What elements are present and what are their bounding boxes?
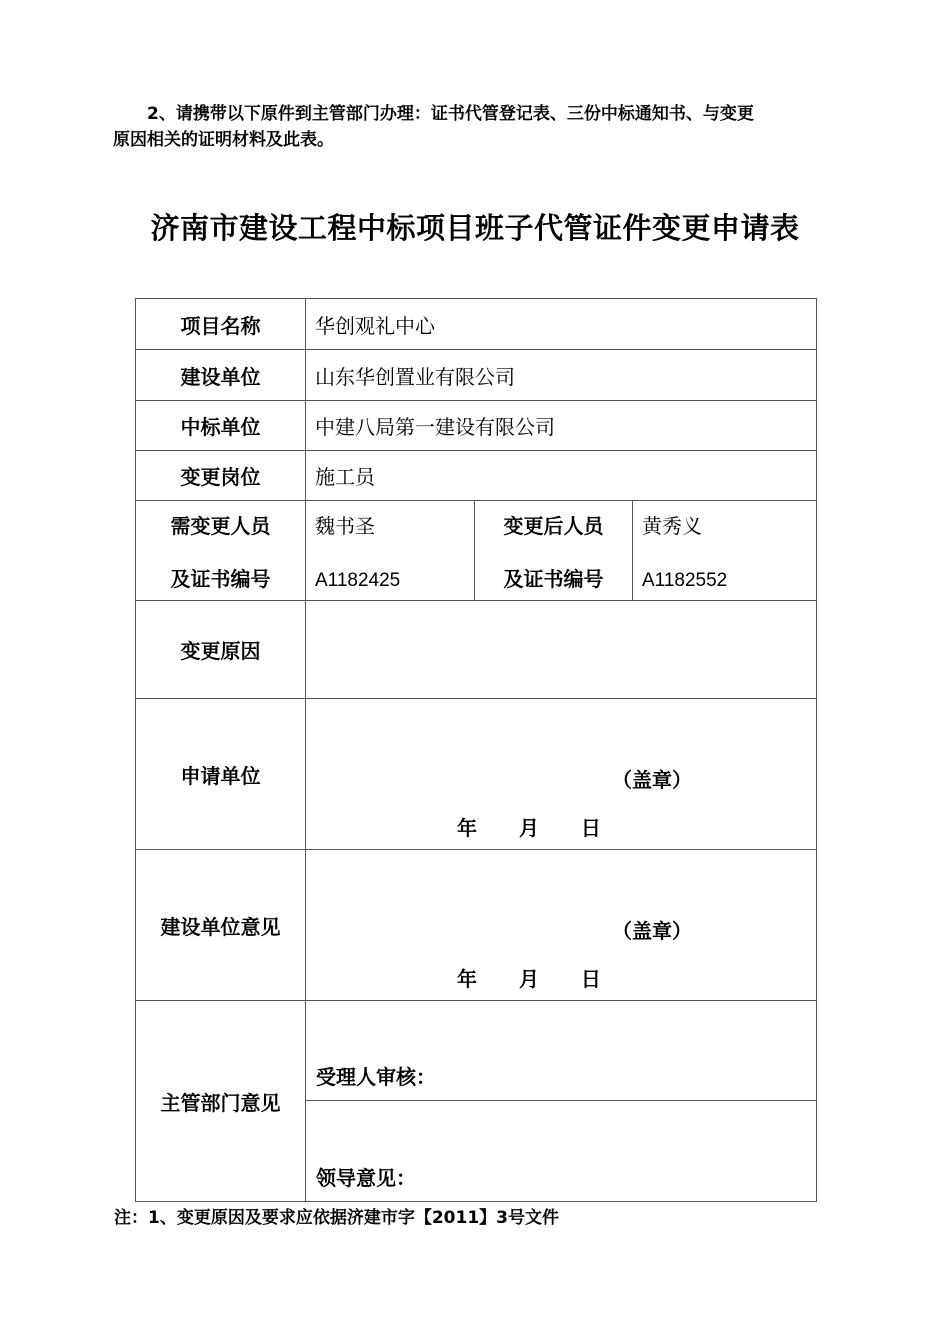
owner-opinion-date-year: 年 xyxy=(457,967,477,991)
after-cert-label: 及证书编号 xyxy=(503,566,604,591)
before-person-name: 魏书圣 xyxy=(315,513,375,538)
reason-label: 变更原因 xyxy=(136,601,306,699)
before-cert-label: 及证书编号 xyxy=(170,566,271,591)
row-owner-opinion xyxy=(136,850,817,1001)
project-name-label: 项目名称 xyxy=(136,299,306,350)
after-person-label-cell xyxy=(475,501,633,601)
before-person-value-cell xyxy=(306,501,475,601)
owner-opinion-seal-text: （盖章） xyxy=(612,919,692,943)
before-cert-code: A1182425 xyxy=(315,569,401,591)
instructions-paragraph xyxy=(113,101,843,153)
applicant-seal-text: （盖章） xyxy=(612,768,692,792)
owner-opinion-date-day: 日 xyxy=(580,967,601,991)
applicant-date-month: 月 xyxy=(518,816,539,840)
row-project-name xyxy=(136,299,817,350)
row-winner xyxy=(136,401,817,451)
footnote: 注：1、变更原因及要求应依据济建市字【2011】3号文件 xyxy=(114,1208,559,1228)
owner-opinion-date xyxy=(457,963,601,992)
row-position xyxy=(136,451,817,501)
leader-opinion-label: 领导意见： xyxy=(306,1101,817,1202)
authority-label: 主管部门意见 xyxy=(136,1001,306,1202)
winner-value: 中建八局第一建设有限公司 xyxy=(306,401,817,451)
row-reason xyxy=(136,601,817,699)
row-persons xyxy=(136,501,817,601)
before-person-label: 需变更人员 xyxy=(170,513,271,538)
after-cert-code: A1182552 xyxy=(642,569,728,591)
applicant-label: 申请单位 xyxy=(136,699,306,850)
row-authority-reviewer xyxy=(136,1001,817,1101)
after-person-name: 黄秀义 xyxy=(642,513,702,538)
form-title: 济南市建设工程中标项目班子代管证件变更申请表 xyxy=(150,211,800,245)
reviewer-label: 受理人审核： xyxy=(306,1001,817,1101)
after-person-label: 变更后人员 xyxy=(503,513,604,538)
applicant-date-year: 年 xyxy=(457,816,477,840)
owner-opinion-label: 建设单位意见 xyxy=(136,850,306,1001)
after-person-value-cell xyxy=(633,501,817,601)
owner-opinion-seal-cell xyxy=(306,850,817,1001)
applicant-seal-cell xyxy=(306,699,817,850)
project-name-value: 华创观礼中心 xyxy=(306,299,817,350)
owner-label: 建设单位 xyxy=(136,350,306,401)
position-label: 变更岗位 xyxy=(136,451,306,501)
before-person-label-cell xyxy=(136,501,306,601)
row-applicant xyxy=(136,699,817,850)
application-form-table xyxy=(135,298,817,1202)
instructions-line-2: 原因相关的证明材料及此表。 xyxy=(113,130,334,150)
row-owner xyxy=(136,350,817,401)
owner-value: 山东华创置业有限公司 xyxy=(306,350,817,401)
instructions-line-1: 2、请携带以下原件到主管部门办理：证书代管登记表、三份中标通知书、与变更 xyxy=(147,104,754,124)
winner-label: 中标单位 xyxy=(136,401,306,451)
applicant-date xyxy=(457,812,601,841)
reason-value xyxy=(306,601,817,699)
owner-opinion-date-month: 月 xyxy=(518,967,539,991)
position-value: 施工员 xyxy=(306,451,817,501)
applicant-date-day: 日 xyxy=(580,816,601,840)
